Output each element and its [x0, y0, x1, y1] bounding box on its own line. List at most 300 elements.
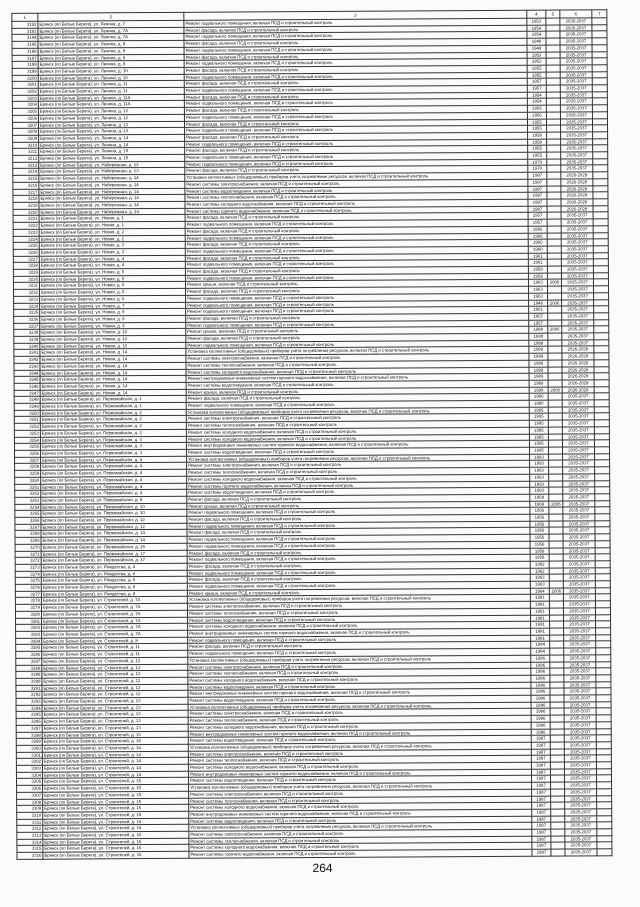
table-cell: 1956 [530, 514, 549, 521]
table-cell: 1993 [530, 481, 549, 488]
table-cell: Ремонт системы водоотведения, включая ПСД и строительный контроль [188, 735, 531, 744]
table-cell: Ремонт системы электроснабжения, включая ПСД и строительный контроль [188, 749, 531, 758]
table-cell: 2035-2037 [563, 467, 595, 474]
table-cell: 2035-2037 [561, 138, 593, 145]
table-cell: 2035-2037 [564, 742, 596, 749]
table-cell: Ремонт внутридомовых инженерных систем горячего водоснабжения, включая ПСД и строительный контроль [186, 373, 529, 382]
table-cell: 1986 [531, 715, 550, 722]
table-cell: 2035-2037 [561, 219, 593, 226]
table-cell: 2026-2028 [562, 373, 594, 380]
table-cell: Брянск (пп Белые Берега), ул. Новая, д. 10 [40, 342, 186, 350]
table-cell: 1968 [530, 501, 549, 508]
table-cell: 3274 [15, 571, 41, 578]
table-cell: 3224 [13, 236, 39, 243]
table-cell: Ремонт фасада, включая ПСД и строительный контроль [184, 92, 527, 101]
table-cell: 2035-2037 [564, 722, 596, 729]
table-cell: 3267 [15, 524, 41, 531]
table-cell: Брянск (пп Белые Берега), ул. Строителей, д. 7А [42, 617, 188, 625]
table-cell: 2035-2037 [564, 675, 596, 682]
table-cell: 1987 [531, 742, 550, 749]
table-cell: 3237 [14, 323, 40, 330]
table-body [12, 18, 612, 860]
table-cell: 2035-2037 [563, 480, 595, 487]
table-cell: Брянск (пп Белые Берега), ул. Новая, д. 4 [39, 262, 185, 270]
table-cell: 3214 [13, 169, 39, 176]
column-header: 1 [12, 13, 38, 21]
table-cell: 3240 [14, 343, 40, 350]
table-cell: 3256 [14, 450, 40, 457]
table-cell: Брянск (пп Белые Берега), ул. Новая, д. 9 [40, 322, 186, 330]
table-cell: Ремонт системы электроснабжения, включая ПСД и строительный контроль [186, 414, 529, 423]
table-cell: Брянск (пп Белые Берега), ул. Строителей, д. 13 [42, 724, 188, 732]
table-cell: 2035-2037 [561, 232, 593, 239]
table-cell: Брянск (пп Белые Берега), ул. Строителей, д. 15 [43, 778, 189, 786]
table-cell: 1987 [532, 796, 551, 803]
table-cell: Брянск (пп Белые Берега), ул. Новая, д. 10 [40, 335, 186, 343]
table-cell: 3293 [16, 698, 42, 705]
table-cell: Ремонт подвального помещения, включая ПСД и строительный контроль [185, 125, 528, 134]
table-cell: 3276 [15, 584, 41, 591]
table-cell: 3283 [16, 631, 42, 638]
table-cell: 3239 [14, 336, 40, 343]
table-cell: 1986 [531, 722, 550, 729]
table-cell: 3257 [15, 457, 41, 464]
table-cell: Брянск (пп Белые Берега), ул. Рождества, д. 4 [41, 563, 187, 571]
table-cell: Ремонт системы водоотведения, включая ПСД и строительный контроль [188, 776, 531, 785]
column-header: 4 [527, 10, 546, 18]
table-cell: 2035-2037 [564, 655, 596, 662]
table-cell: Ремонт подвального помещения, включая ПСД и строительный контроль [185, 152, 528, 161]
table-cell: Брянск (пп Белые Берега), ул. Набережная, д. 13 [39, 168, 185, 176]
table-cell: 3215 [13, 175, 39, 182]
table-cell: 2026-2028 [562, 353, 594, 360]
table-cell: Ремонт внутридомовых инженерных систем горячего водоснабжения, включая ПСД и строительный контроль [188, 689, 531, 698]
table-cell: 3305 [17, 779, 43, 786]
table-cell: Брянск (пп Белые Берега), ул. Ленина, д. 8 [38, 47, 184, 55]
table-cell: Брянск (пп Белые Берега), ул. Новая, д. 14 [40, 362, 186, 370]
table-cell: 2035-2037 [564, 661, 596, 668]
table-cell: Брянск (пп Белые Берега), ул. Новая, д. 14 [40, 382, 186, 390]
table-cell: 1957 [528, 219, 547, 226]
table-cell: 2035-2037 [563, 460, 595, 467]
table-cell: 1966 [528, 233, 547, 240]
table-cell: 1964 [530, 588, 549, 595]
table-cell: Брянск (пп Белые Берега), ул. Строителей, д. 7А [41, 610, 187, 618]
table-cell: 2035-2037 [560, 85, 592, 92]
table-cell: Брянск (пп Белые Берега), ул. Строителей, д. 16 [43, 825, 189, 833]
table-cell: 2035-2037 [565, 829, 597, 836]
table-cell: Брянск (пп Белые Берега), ул. Ленина, д. 7А [38, 27, 184, 35]
table-cell: 1987 [532, 809, 551, 816]
table-cell: Брянск (пп Белые Берега), ул. Первомайская, д. 4 [41, 463, 187, 471]
table-cell: Брянск (пп Белые Берега), ул. Первомайская, д. 1 [40, 396, 186, 404]
table-cell: Ремонт системы холодного водоснабжения, включая ПСД и строительный контроль [189, 843, 532, 852]
table-cell: Брянск (пп Белые Берега), ул. Новая, д. 6 [40, 288, 186, 296]
table-cell: Установка коллективных (общедомовых) приборов учета потребления ресурсов, включая ПСД и строительный контроль [186, 347, 529, 356]
table-cell: Ремонт системы водоотведения, включая ПСД и строительный контроль [187, 487, 530, 496]
table-cell: Брянск (пп Белые Берега), ул. Строителей, д. 14 [42, 764, 188, 772]
table-cell: Брянск (пп Белые Берега), ул. Ленина, д. 12 [38, 114, 184, 122]
table-cell: 3301 [16, 752, 42, 759]
table-cell: Брянск (пп Белые Берега), ул. Ленина, д. 15 [39, 154, 185, 162]
table-cell: Брянск (пп Белые Берега), ул. Набережная, д. 13 [39, 161, 185, 169]
table-cell: Брянск (пп Белые Берега), ул. Строителей, д. 12 [42, 677, 188, 685]
table-cell: 2035-2037 [561, 266, 593, 273]
table-cell: 3310 [17, 812, 43, 819]
table-cell: 3289 [16, 671, 42, 678]
table-cell: Брянск (пп Белые Берега), ул. Первомайская, д. 14 [41, 530, 187, 538]
table-cell: 2035-2037 [563, 547, 595, 554]
table-cell: Ремонт подвального помещения, включая ПСД и строительный контроль [184, 112, 527, 121]
table-cell: 1989 [529, 373, 548, 380]
table-cell: 3197 [12, 55, 38, 62]
table-cell: 1957 [529, 313, 548, 320]
table-cell: Ремонт системы электроснабжения, включая ПСД и строительный контроль [188, 662, 531, 671]
table-cell: 1968 [530, 494, 549, 501]
table-cell: 1948 [527, 45, 546, 52]
table-cell: Ремонт подвального помещения, включая ПСД и строительный контроль [184, 58, 527, 67]
table-cell: 1956 [527, 105, 546, 112]
table-cell: 1986 [531, 729, 550, 736]
table-cell: 3203 [12, 95, 38, 102]
table-cell: 3245 [14, 376, 40, 383]
table-cell: 3288 [16, 665, 42, 672]
table-cell: Ремонт фасада, включая ПСД и строительный контроль [185, 266, 528, 275]
table-cell: 3209 [13, 135, 39, 142]
table-cell: 1995 [529, 447, 548, 454]
table-cell: 2035-2037 [561, 152, 593, 159]
table-cell: Ремонт внутридомовых инженерных систем горячего водоснабжения, включая ПСД и строительный контроль [188, 769, 531, 778]
table-cell: 2035-2037 [561, 212, 593, 219]
table-cell: 3300 [16, 745, 42, 752]
table-cell: Ремонт подвального помещения, включая ПСД и строительный контроль [187, 541, 530, 550]
table-cell: Брянск (пп Белые Берега), ул. Строителей, д. 8 [42, 637, 188, 645]
table-cell: 3247 [14, 390, 40, 397]
table-cell: 2035-2037 [560, 98, 592, 105]
table-cell: Установка коллективных (общедомовых) приборов учета потребления ресурсов, включая ПСД и строительный контроль [187, 595, 530, 604]
table-cell: 2035-2037 [564, 735, 596, 742]
table-cell: 1963 [529, 286, 548, 293]
table-cell: 2035-2037 [563, 521, 595, 528]
table-cell: 3213 [13, 162, 39, 169]
table-cell: 1953 [527, 52, 546, 59]
table-cell: 2035-2037 [560, 25, 592, 32]
table-cell: 1981 [531, 628, 550, 635]
table-cell: 1954 [527, 99, 546, 106]
table-cell: Ремонт системы водоотведения, включая ПСД и строительный контроль [185, 186, 528, 195]
table-cell: 3258 [15, 464, 41, 471]
table-cell: 1986 [531, 709, 550, 716]
table-cell: 3207 [12, 122, 38, 129]
table-cell: Ремонт внутридомовых инженерных систем горячего водоснабжения, включая ПСД и строительный контроль [186, 441, 529, 450]
table-cell: 3235 [14, 309, 40, 316]
table-cell: 2035-2037 [562, 333, 594, 340]
table-cell: Брянск (пп Белые Берега), ул. Строителей, д. 13 [42, 697, 188, 705]
table-cell: 1986 [531, 695, 550, 702]
table-cell: 1953 [527, 58, 546, 65]
table-cell: Брянск (пп Белые Берега), ул. Новая, д. 14 [40, 369, 186, 377]
table-cell: 2035-2037 [560, 71, 592, 78]
table-cell: Ремонт фасада, включая ПСД и строительный контроль [186, 333, 529, 342]
table-cell: 1961 [528, 259, 547, 266]
table-cell: 1987 [532, 789, 551, 796]
table-cell: Ремонт фасада, включая ПСД и строительный контроль [184, 79, 527, 88]
table-cell: 3268 [15, 531, 41, 538]
table-cell: Брянск (пп Белые Берега), ул. Строителей, д. 14 [42, 758, 188, 766]
table-cell: 2026-2028 [562, 360, 594, 367]
table-cell: 1958 [528, 132, 547, 139]
table-cell: 1958 [528, 139, 547, 146]
table-cell: Брянск (пп Белые Берега), ул. Новая, д. 4 [39, 255, 185, 263]
table-cell: 3297 [16, 725, 42, 732]
table-cell: 1988 [529, 333, 548, 340]
table-cell: 3199 [12, 68, 38, 75]
table-cell: 1955 [528, 125, 547, 132]
table-cell: 1981 [531, 635, 550, 642]
table-cell: 1954 [527, 32, 546, 39]
column-header: 7 [592, 10, 607, 18]
table-cell: Брянск (пп Белые Берега), ул. Первомайская, д. 3 [40, 436, 186, 444]
table-cell: 3278 [15, 598, 41, 605]
table-cell: 2035-2037 [563, 574, 595, 581]
table-cell: 1981 [530, 608, 549, 615]
table-cell: Ремонт системы теплоснабжения, включая ПСД и строительный контроль [189, 796, 532, 805]
table-cell: Ремонт системы холодного водоснабжения, включая ПСД и строительный контроль [186, 427, 529, 436]
table-cell: Брянск (пп Белые Берега), ул. Ленина, д. 11А [38, 101, 184, 109]
table-cell: 3263 [15, 497, 41, 504]
table-cell: 2035-2037 [565, 809, 597, 816]
table-cell: Ремонт подвального помещения, включая ПСД и строительный контроль [185, 260, 528, 269]
table-cell: 2035-2037 [564, 628, 596, 635]
table-cell: 2006 [548, 326, 562, 333]
table-cell: Брянск (пп Белые Берега), ул. Первомайская, д. 2 [40, 423, 186, 431]
table-cell: Ремонт подвального помещения, включая ПСД и строительный контроль [184, 72, 527, 81]
table-cell: Ремонт системы электроснабжения, включая ПСД и строительный контроль [187, 461, 530, 470]
table-cell: Брянск (пп Белые Берега), ул. Первомайская, д. 2 [40, 429, 186, 437]
table-cell: 2035-2037 [562, 313, 594, 320]
table-cell: 1993 [530, 454, 549, 461]
table-cell: 1987 [532, 782, 551, 789]
table-cell: 2035-2037 [564, 614, 596, 621]
table-cell: 1987 [531, 755, 550, 762]
table-cell: 3248 [14, 397, 40, 404]
table-cell: 2035-2037 [563, 561, 595, 568]
table-cell: Брянск (пп Белые Берега), ул. Первомайская, д. 2 [40, 416, 186, 424]
table-cell: 1957 [528, 212, 547, 219]
table-cell: 1984 [531, 641, 550, 648]
table-cell: Ремонт фасада, включая ПСД и строительный контроль [185, 166, 528, 175]
table-cell: Установка коллективных (общедомовых) приборов учета потребления ресурсов, включая ПСД и строительный контроль [189, 782, 532, 791]
table-cell: 2026-2028 [562, 346, 594, 353]
table-cell: 1961 [529, 306, 548, 313]
table-cell: Брянск (пп Белые Берега), ул. Строителей, д. 16 [43, 845, 189, 853]
table-cell: Брянск (пп Белые Берега), ул. Ленина, д. 11 [38, 81, 184, 89]
table-cell: Ремонт системы водоотведения, включая ПСД и строительный контроль [189, 816, 532, 825]
table-cell: 3299 [16, 738, 42, 745]
table-cell: Ремонт фасада, включая ПСД и строительный контроль [185, 253, 528, 262]
table-cell: Ремонт подвального помещения, включая ПСД и строительный контроль [185, 139, 528, 148]
table-cell: Брянск (пп Белые Берега), ул. Строителей, д. 15 [43, 805, 189, 813]
column-header: 2 [38, 12, 184, 21]
table-cell: 1995 [529, 427, 548, 434]
table-cell: 2035-2037 [563, 527, 595, 534]
table-cell: Брянск (пп Белые Берега), ул. Рождества, д. 8 [41, 590, 187, 598]
table-cell: Брянск (пп Белые Берега), ул. Набережная, д. 14 [39, 208, 185, 216]
table-cell: Ремонт системы водоотведения, включая ПСД и строительный контроль [188, 615, 531, 624]
table-cell: 2035-2037 [563, 500, 595, 507]
table-cell: 2035-2037 [562, 393, 594, 400]
table-cell: Ремонт внутридомовых инженерных систем горячего водоснабжения, включая ПСД и строительный контроль [188, 729, 531, 738]
table-cell: Ремонт подвального помещения, включая ПСД и строительный контроль [186, 340, 529, 349]
table-cell: Брянск (пп Белые Берега), ул. Набережная, д. 14 [39, 201, 185, 209]
table-cell: Ремонт системы водоотведения, включая ПСД и строительный контроль [186, 447, 529, 456]
table-cell: Брянск (пп Белые Берега), ул. Ленина, д. 13 [39, 128, 185, 136]
table-cell: Ремонт системы электроснабжения, включая ПСД и строительный контроль [187, 601, 530, 610]
table-cell: Ремонт крыши, включая ПСД и строительный контроль [186, 387, 529, 396]
table-cell: 3218 [13, 195, 39, 202]
table-cell: Ремонт подвального помещения, включая ПСД и строительный контроль [187, 581, 530, 590]
table-cell: Ремонт фасада, включая ПСД и строительный контроль [187, 494, 530, 503]
table-cell: 2035-2037 [560, 31, 592, 38]
table-cell: 1966 [528, 226, 547, 233]
table-cell: 2035-2037 [563, 608, 595, 615]
table-cell: 1987 [532, 829, 551, 836]
table-cell: 2035-2037 [565, 789, 597, 796]
table-cell: 2035-2037 [561, 132, 593, 139]
table-cell: Брянск (пп Белые Берега), ул. Первомайская, д. 3 [40, 443, 186, 451]
table-cell: 2035-2037 [560, 78, 592, 85]
table-cell: Брянск (пп Белые Берега), ул. Новая, д. 7 [40, 302, 186, 310]
table-cell: 2035-2037 [565, 795, 597, 802]
table-cell: 1956 [530, 528, 549, 535]
table-cell: 1987 [532, 822, 551, 829]
column-header: 6 [560, 10, 592, 18]
table-cell: 3277 [15, 591, 41, 598]
table-cell: Брянск (пп Белые Берега), ул. Ленина, д. 10 [38, 74, 184, 82]
table-cell: 1989 [529, 360, 548, 367]
table-cell: 3282 [16, 624, 42, 631]
table-cell: 2035-2037 [562, 440, 594, 447]
table-cell: 3241 [14, 350, 40, 357]
table-cell: 2035-2037 [560, 58, 592, 65]
table-cell: Брянск (пп Белые Берега), ул. Строителей, д. 16 [43, 838, 189, 846]
table-cell: Брянск (пп Белые Берега), ул. Первомайская, д. 3 [40, 449, 186, 457]
table-cell: 2035-2037 [561, 125, 593, 132]
table-cell: 3316 [17, 852, 43, 859]
table-cell: Брянск (пп Белые Берега), ул. Строителей, д. 16 [43, 851, 189, 859]
page-number: 264 [312, 860, 333, 876]
table-cell: 1956 [530, 507, 549, 514]
table-cell: 3243 [14, 363, 40, 370]
table-cell: Брянск (пп Белые Берега), ул. Рождества, д. 6 [41, 583, 187, 591]
table-cell: Ремонт системы холодного водоснабжения, включая ПСД и строительный контроль [188, 762, 531, 771]
table-cell: 1981 [530, 595, 549, 602]
table-cell: 2035-2037 [565, 782, 597, 789]
table-cell: 1984 [531, 648, 550, 655]
table-cell: 3286 [16, 651, 42, 658]
table-cell: 2035-2037 [563, 514, 595, 521]
table-cell: 2035-2037 [560, 92, 592, 99]
table-cell: 3261 [15, 484, 41, 491]
table-cell: 2035-2037 [563, 507, 595, 514]
table-cell: Ремонт подвального помещения, включая ПСД и строительный контроль [185, 159, 528, 168]
table-cell: Ремонт фасада, включая ПСД и строительный контроль [184, 52, 527, 61]
table-cell: 2026-2028 [561, 185, 593, 192]
table-cell: Ремонт системы электроснабжения, включая ПСД и строительный контроль [189, 829, 532, 838]
table-cell: Ремонт фасада, включая ПСД и строительный контроль [186, 286, 529, 295]
table-cell: Брянск (пп Белые Берега), ул. Строителей, д. 13 [42, 704, 188, 712]
table-cell: Брянск (пп Белые Берега), ул. Строителей, д. 11 [42, 650, 188, 658]
table-cell: 2026-2028 [561, 199, 593, 206]
table-cell: Брянск (пп Белые Берега), ул. Ленина, д. 15 [39, 148, 185, 156]
table-cell: 1987 [532, 836, 551, 843]
table-cell: Брянск (пп Белые Берега), ул. Строителей, д. 12 [42, 664, 188, 672]
table-cell: 1995 [529, 414, 548, 421]
table-cell: 1955 [528, 152, 547, 159]
table-cell: 2035-2037 [564, 702, 596, 709]
table-cell: Ремонт фасада, включая ПСД и строительный контроль [187, 514, 530, 523]
table-cell: 2035-2037 [564, 775, 596, 782]
table-cell: Ремонт подвального помещения, включая ПСД и строительный контроль [185, 219, 528, 228]
table-cell: Брянск (пп Белые Берега), ул. Новая, д. 3 [39, 248, 185, 256]
table-cell: Брянск (пп Белые Берега), ул. Новая, д. 14 [40, 355, 186, 363]
table-cell: Брянск (пп Белые Берега), ул. Новая, д. 14 [40, 376, 186, 384]
table-cell: Ремонт системы горячего водоснабжения, включая ПСД и строительный контроль [185, 206, 528, 215]
table-cell: 3211 [13, 149, 39, 156]
table-cell: 1986 [531, 662, 550, 669]
table-cell: 1955 [527, 72, 546, 79]
table-cell: 2035-2037 [561, 239, 593, 246]
table-cell: 1960 [528, 239, 547, 246]
table-cell: Ремонт системы холодного водоснабжения, включая ПСД и строительный контроль [189, 802, 532, 811]
table-cell: Брянск (пп Белые Берега), ул. Строителей, д. 11 [42, 644, 188, 652]
table-cell: Брянск (пп Белые Берега), ул. Строителей, д. 13 [42, 717, 188, 725]
table-cell: Ремонт подвального помещения, включая ПСД и строительный контроль [184, 99, 527, 108]
table-cell: 2035-2037 [565, 842, 597, 849]
table-cell: 3294 [16, 705, 42, 712]
table-cell: Ремонт фасада, включая ПСД и строительный контроль [185, 132, 528, 141]
table-cell: Брянск (пп Белые Берега), ул. Первомайская, д. 4 [41, 490, 187, 498]
table-cell: Брянск (пп Белые Берега), ул. Первомайская, д. 10 [41, 510, 187, 518]
table-cell: Брянск (пп Белые Берега), ул. Первомайская, д. 12 [41, 516, 187, 524]
table-cell: 1986 [531, 655, 550, 662]
table-cell: Ремонт фасада, включая ПСД и строительный контроль [185, 213, 528, 222]
table-cell: 2035-2037 [561, 145, 593, 152]
table-cell: 2035-2037 [560, 45, 592, 52]
table-cell: 3270 [15, 544, 41, 551]
table-cell: 3259 [15, 470, 41, 477]
table-cell: Ремонт фасада, включая ПСД и строительный контроль [188, 642, 531, 651]
table-cell: 3311 [17, 819, 43, 826]
table-cell: 2035-2037 [563, 534, 595, 541]
table-cell: Ремонт фасада, включая ПСД и строительный контроль [187, 528, 530, 537]
table-cell: 2035-2037 [563, 601, 595, 608]
table-cell: Брянск (пп Белые Берега), ул. Новая, д. 10 [40, 329, 186, 337]
table-cell: 3264 [15, 504, 41, 511]
table-cell: 2035-2037 [565, 822, 597, 829]
table-cell: 1970 [528, 166, 547, 173]
table-cell: 3252 [14, 423, 40, 430]
table-cell: Брянск (пп Белые Берега), ул. Набережная, д. 14 [39, 174, 185, 182]
table-cell: Ремонт подвального помещения, включая ПСД и строительный контроль [186, 306, 529, 315]
table-cell: 3236 [14, 316, 40, 323]
table-cell: 1981 [531, 621, 550, 628]
table-cell: 3201 [12, 82, 38, 89]
table-cell: 3233 [14, 296, 40, 303]
table-cell: Установка коллективных (общедомовых) приборов учета потребления ресурсов, включая ПСД и строительный контроль [188, 702, 531, 711]
table-cell: 2035-2037 [564, 715, 596, 722]
table-cell: Ремонт системы горячего водоснабжения, включая ПСД и строительный контроль [189, 849, 532, 858]
